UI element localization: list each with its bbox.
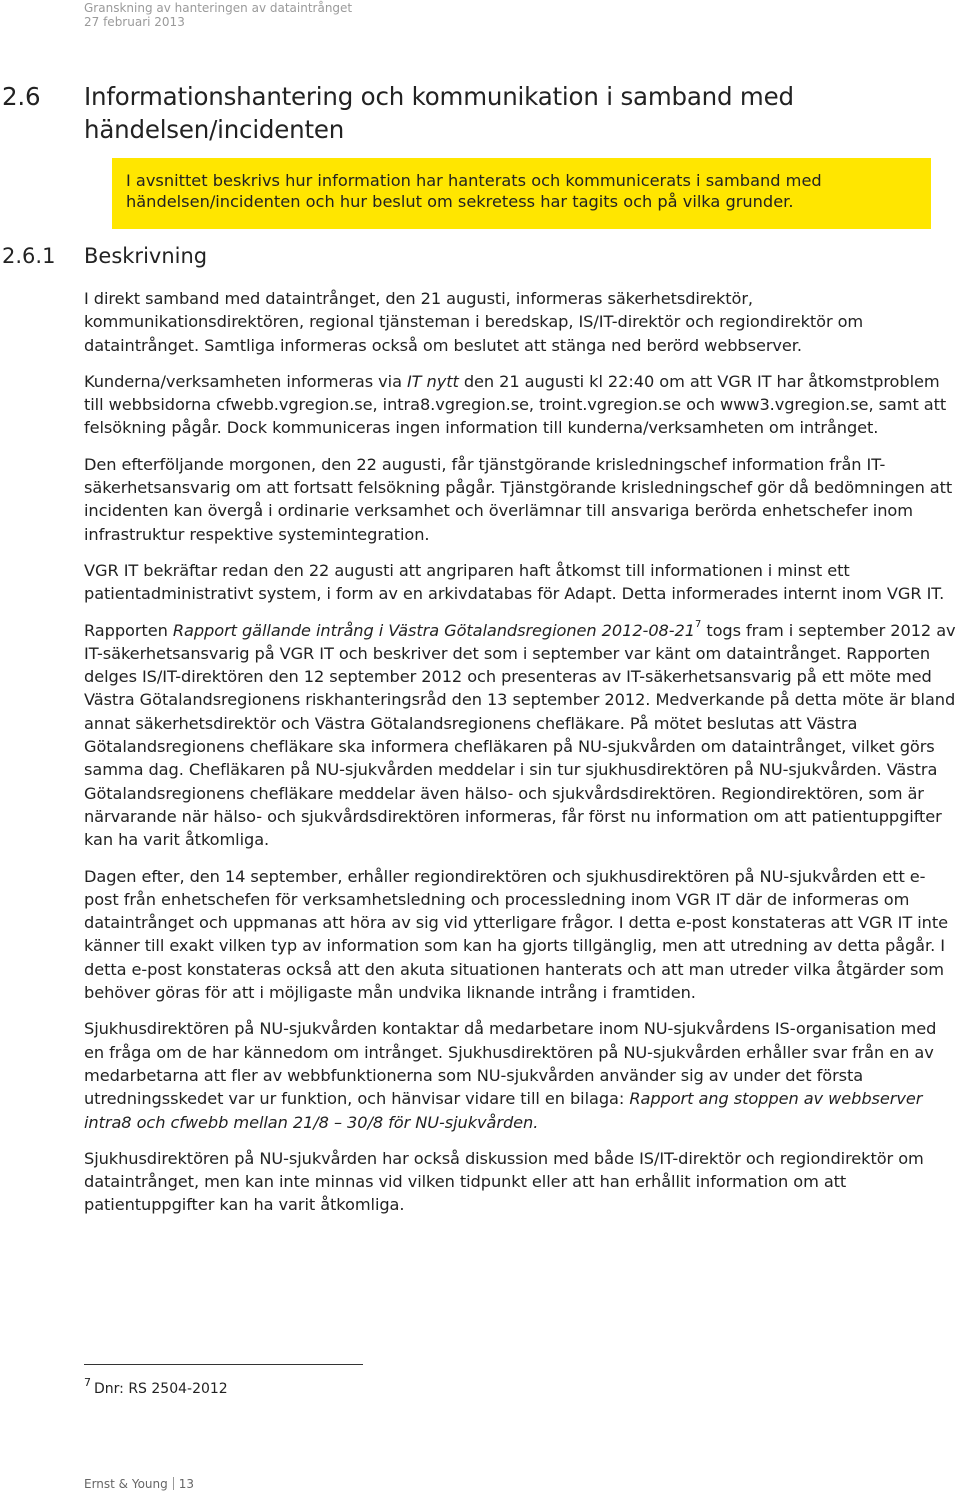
footer-separator xyxy=(173,1477,174,1490)
paragraph-1: I direkt samband med dataintrånget, den 21 augusti, informeras säkerhetsdirektör, kommunikationsdirektören, regional tjänsteman i beredskap, IS/IT-direktör och regiondirektör om dataintrånget. Samtliga informeras också om beslutet att stänga ned berörd webbserver. xyxy=(84,289,864,355)
footnote-text: Dnr: RS 2504-2012 xyxy=(94,1381,228,1397)
report-title-italic: Rapport gällande intrång i Västra Götalandsregionen 2012-08-21 xyxy=(172,620,695,640)
footnote-number: 7 xyxy=(84,1376,91,1389)
summary-box-text: I avsnittet beskrivs hur information har hanterats och kommunicerats i samband med händelsen/incidenten och hur beslut om sekretess har tagits och på vilka grunder. xyxy=(126,171,822,211)
attachment-title-italic: Rapport ang stoppen av webbserver intra8 och cfwebb mellan 21/8 – 30/8 för NU-sjukvården. xyxy=(84,1089,923,1132)
paragraph-5 xyxy=(84,619,960,852)
section-number: 2.6 xyxy=(2,82,41,111)
paragraph-2-start: Kunderna/verksamheten informeras via xyxy=(84,371,407,391)
paragraph-6: Dagen efter, den 14 september, erhåller regiondirektören och sjukhusdirektören på NU-sjukvården ett e-post från enhetschefen för verksamhetsledning och processledning inom VGR IT där de informeras om dataintrånget och uppmanas att höra av sig vid ytterligare frågor. I detta e-post konstateras att VGR IT inte känner till exakt vilken typ av information som kan ha gjorts tillgänglig, men att utredning av detta pågår. I detta e-post konstateras också att den akuta situationen hanterats och att man utreder vilka åtgärder som behöver göras för att i möjligaste mån undvika liknande intrång i framtiden. xyxy=(84,866,948,1003)
paragraph-4: VGR IT bekräftar redan den 22 augusti att angriparen haft åtkomst till informationen i minst ett patientadministrativt system, i form av en arkivdatabas för Adapt. Detta informerades internt inom VGR IT. xyxy=(84,560,945,604)
section-title: Informationshantering och kommunikation i samband med händelsen/incidenten xyxy=(84,82,794,144)
paragraph-2-end: den 21 augusti kl 22:40 om att VGR IT har åtkomstproblem till webbsidorna cfwebb.vgregion.se, intra8.vgregion.se, troint.vgregion.se och www3.vgregion.se, samt att felsökning pågår. Dock kommuniceras ingen information till kunderna/verksamheten om intrånget. xyxy=(84,371,947,438)
header-date: 27 februari 2013 xyxy=(84,15,185,29)
body-text xyxy=(84,287,960,1230)
paragraph-3: Den efterföljande morgonen, den 22 augusti, får tjänstgörande krisledningschef information från IT-säkerhetsansvarig om att fortsatt felsökning pågår. Tjänstgörande krisledningschef gör då bedömningen att incidenten kan övergå i ordinarie verksamhet och överlämnar till ansvariga berörda enhetschefer inom infrastruktur respektive systemintegration. xyxy=(84,454,953,544)
paragraph-8: Sjukhusdirektören på NU-sjukvården har också diskussion med både IS/IT-direktör och regiondirektör om dataintrånget, men kan inte minnas vid vilken tidpunkt eller att han erhållit information om att patientuppgifter kan ha varit åtkomliga. xyxy=(84,1148,924,1215)
paragraph-7 xyxy=(84,1017,960,1133)
paragraph-5-start: Rapporten xyxy=(84,620,173,640)
paragraph-7-start: Sjukhusdirektören på NU-sjukvården kontaktar då medarbetare inom NU-sjukvårdens IS-organisation med en fråga om de har kännedom om intrånget. Sjukhusdirektören på NU-sjukvården erhåller svar från en av medarbetarna att fler av webbfunktionerna som NU-sjukvården använder sig av under det första utredningsskedet var ur funktion, och hänvisar vidare till en bilaga: xyxy=(84,1019,937,1109)
footer-company: Ernst & Young xyxy=(84,1477,168,1491)
paragraph-5-end: togs fram i september 2012 av IT-säkerhetsansvarig på VGR IT och beskriver det som i september var känt om dataintrånget. Rapporten delges IS/IT-direktören den 12 september 2012 och presenteras av IT-säkerhetsansvarig på ett möte med Västra Götalandsregionens riskhanteringsråd den 13 september 2012. Medverkande på detta möte är bland annat säkerhetsdirektör och Västra Götalandsregionens chefläkare. På mötet beslutas att Västra Götalandsregionens chefläkare ska informera chefläkaren på NU-sjukvården om dataintrånget, vilket görs samma dag. Chefläkaren på NU-sjukvården meddelar i sin tur sjukhusdirektören på NU-sjukvården. Västra Götalandsregionens chefläkare meddelar även hälso- och sjukvårdsdirektören. Regiondirektören, som är närvarande när hälso- och sjukvårdsdirektören informeras, får först nu information om att patientuppgifter kan ha varit åtkomliga. xyxy=(84,620,956,850)
subsection-number: 2.6.1 xyxy=(2,244,56,268)
it-nytt-italic: IT nytt xyxy=(406,371,459,391)
page-footer xyxy=(84,1477,194,1491)
header-doc-title: Granskning av hanteringen av dataintrånget xyxy=(84,1,353,15)
footnote-ref[interactable]: 7 xyxy=(694,618,702,630)
paragraph-2 xyxy=(84,370,960,440)
footer-page-number: 13 xyxy=(178,1477,195,1491)
summary-box xyxy=(112,158,931,229)
subsection-title: Beskrivning xyxy=(84,244,208,268)
footnote-divider xyxy=(84,1364,363,1365)
